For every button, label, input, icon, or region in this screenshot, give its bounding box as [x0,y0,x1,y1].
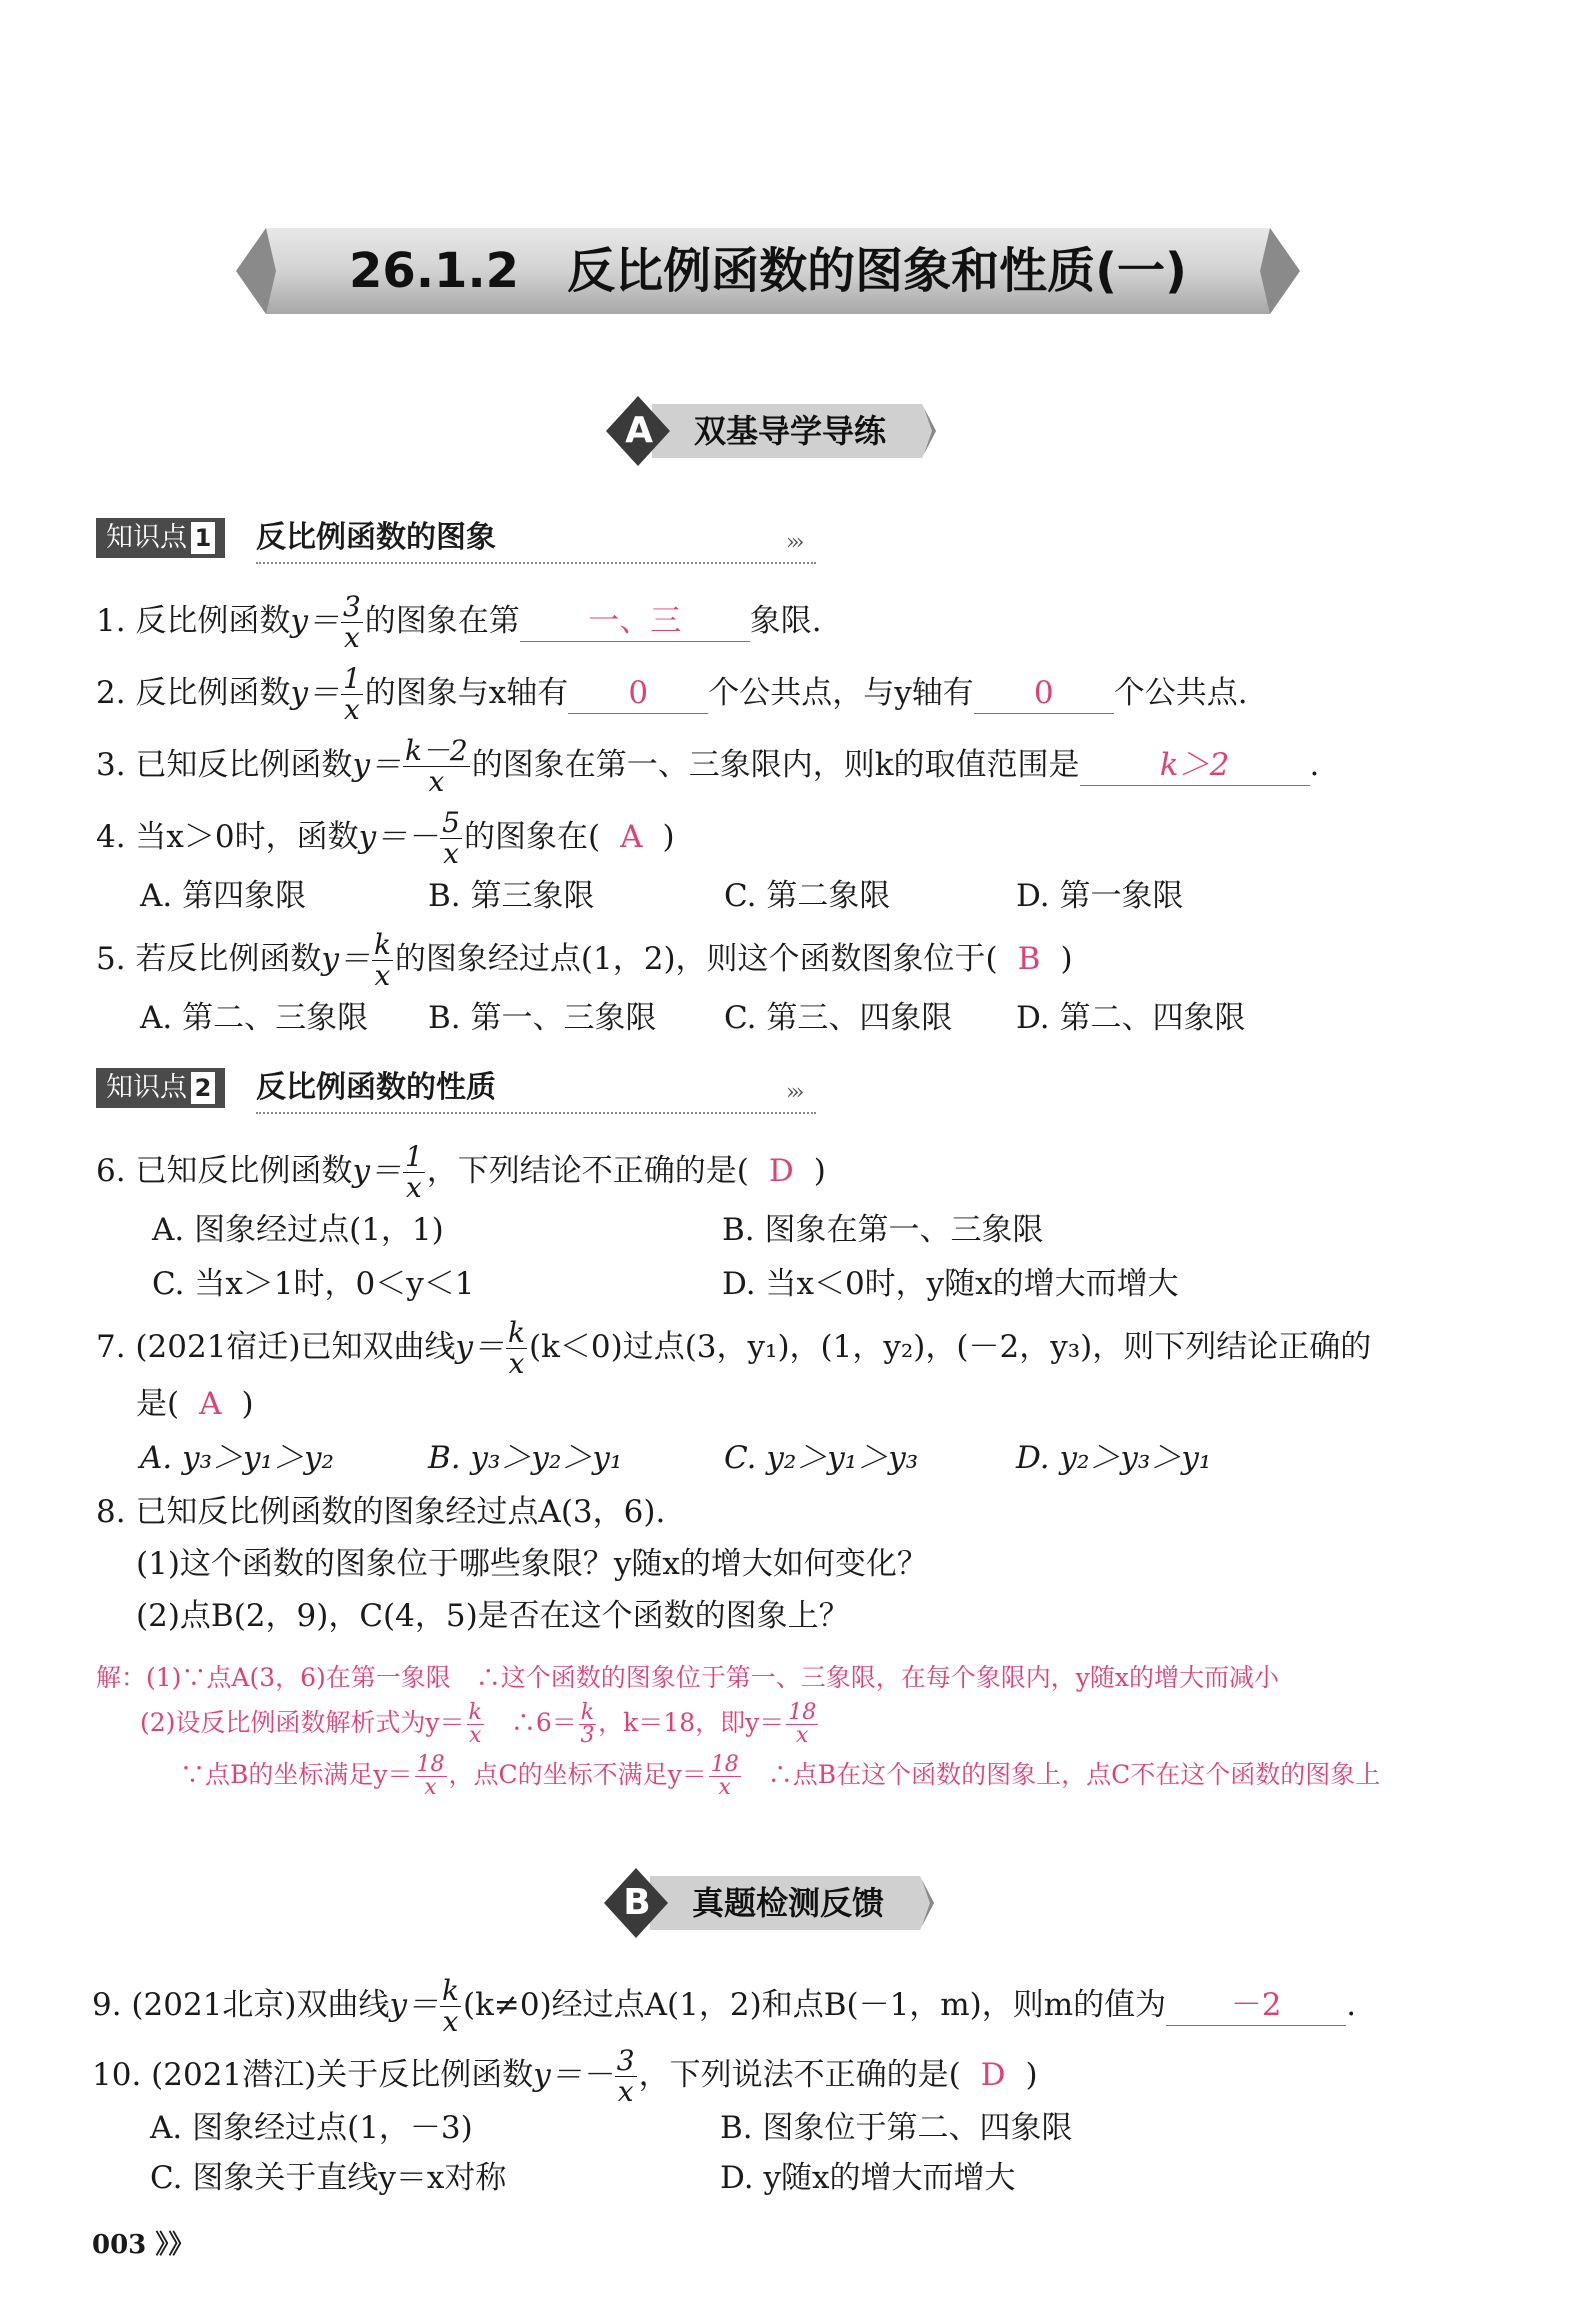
sol3-f2-den: x [718,1775,731,1800]
q10-answer: D [980,2057,1006,2093]
q5-answer: B [1017,941,1041,977]
sol2-frac-1 [467,1702,484,1747]
kp2-tag-text: 知识点 [106,1072,187,1103]
q2-fraction [341,664,363,725]
page-number: 003 》》 [92,2230,195,2260]
q5-prefix: 5. 若反比例函数 [96,941,322,977]
question-8: 8. 已知反比例函数的图象经过点A(3，6). [96,1494,666,1530]
q3-fn: y＝ [352,747,401,783]
q5-frac-num: k [373,928,391,961]
title-banner [236,228,1300,314]
q4-option-c: C. 第二象限 [724,878,891,914]
q10-frac-den: x [617,2075,634,2108]
q2-suffix: 个公共点. [1113,675,1248,711]
question-7 [96,1318,1371,1379]
section-b-letter: B [623,1882,651,1923]
sol2-frac-2 [579,1702,596,1747]
sol2-f1-num: k [468,1700,482,1725]
question-8-sub1: (1)这个函数的图象位于哪些象限？y随x的增大如何变化？ [136,1546,928,1582]
q5-fraction [372,930,393,991]
kp1-tag-text: 知识点 [106,522,187,553]
q9-fn: y＝ [389,1987,439,2023]
q7-option-a: A. y₃＞y₁＞y₂ [140,1440,334,1476]
q4-fraction [440,808,462,869]
q4-option-d: D. 第一象限 [1016,878,1184,914]
sol2-f3-num: 18 [788,1700,817,1725]
kp2-dotted-line [256,1112,816,1114]
kp1-chevrons-icon: ››› [786,530,801,555]
page-title: 26.1.2 反比例函数的图象和性质(一) [349,243,1187,299]
solution-line-1: 解：(1)∵点A(3，6)在第一象限 ∴这个函数的图象位于第一、三象限，在每个象限内，y随x的增大而减小 [96,1663,1280,1692]
question-10 [92,2046,1038,2107]
q4-answer: A [620,819,643,855]
q4-frac-den: x [443,837,459,870]
kp2-title: 反比例函数的性质 [256,1070,496,1105]
kp2-header [96,1064,836,1112]
q4-fn: y＝－ [358,819,439,855]
section-a-badge [602,394,942,468]
q5-option-a: A. 第二、三象限 [140,1000,369,1036]
q1-frac-num: 3 [342,590,361,623]
q1-frac-den: x [343,621,360,654]
q9-frac-num: k [442,1974,459,2007]
q6-frac-den: x [405,1171,422,1204]
question-8-sub2: (2)点B(2，9)，C(4，5)是否在这个函数的图象上？ [136,1598,850,1634]
q6-mid: ，下列结论不正确的是( [426,1153,749,1189]
q3-prefix: 3. 已知反比例函数 [96,747,353,783]
sol2-c: ，k＝18，即y＝ [598,1708,785,1737]
sol2-f2-den: 3 [580,1723,595,1748]
sol2-f3-den: x [796,1723,809,1748]
q3-mid: 的图象在第一、三象限内，则k的取值范围是 [471,747,1080,783]
sol3-c: ∴点B在这个函数的图象上，点C不在这个函数的图象上 [742,1760,1381,1789]
q7-frac-num: k [508,1316,525,1349]
q7-option-b: B. y₃＞y₂＞y₁ [428,1440,623,1476]
q7-mid: (k＜0)过点(3，y₁)，(1，y₂)，(－2，y₃)，则下列结论正确的 [529,1329,1372,1365]
q2-frac-num: 1 [342,662,361,695]
q6-answer: D [768,1153,794,1189]
q9-fraction [440,1976,461,2037]
q4-option-a: A. 第四象限 [140,878,307,914]
kp1-header [96,514,836,562]
q4-mid: 的图象在( [463,819,601,855]
q1-prefix: 1. 反比例函数 [96,603,291,639]
q10-suffix: ) [1025,2057,1038,2093]
q4-prefix: 4. 当x＞0时，函数 [96,819,359,855]
sol3-frac-2 [709,1754,741,1799]
q2-answer-2: 0 [974,673,1114,714]
q10-prefix: 10. (2021潜江)关于反比例函数 [92,2057,534,2093]
kp1-dotted-line [256,562,816,564]
kp1-title: 反比例函数的图象 [256,520,496,555]
q3-fraction [403,736,470,797]
q3-frac-num: k－2 [404,734,468,767]
q7-prefix: 7. (2021宿迁)已知双曲线 [96,1329,456,1365]
q7-frac-den: x [508,1347,525,1380]
q6-option-a: A. 图象经过点(1，1) [152,1212,444,1248]
q7-line2: 是( [136,1386,180,1422]
sol3-b: ，点C的坐标不满足y＝ [448,1760,707,1789]
q7-option-c: C. y₂＞y₁＞y₃ [724,1440,919,1476]
q5-option-c: C. 第三、四象限 [724,1000,953,1036]
q3-frac-den: x [428,765,445,798]
q7-suffix: ) [241,1386,254,1422]
q9-frac-den: x [442,2005,459,2038]
q3-suffix: . [1309,747,1320,783]
q9-prefix: 9. (2021北京)双曲线 [92,1987,390,2023]
question-4 [96,808,675,869]
q6-frac-num: 1 [404,1140,423,1173]
q7-answer: A [199,1386,222,1422]
question-1 [96,592,822,653]
q10-mid: ，下列说法不正确的是( [638,2057,961,2093]
sol3-f1-num: 18 [416,1752,445,1777]
sol2-frac-3 [786,1702,818,1747]
question-9 [92,1976,1356,2037]
q6-suffix: ) [813,1153,826,1189]
q6-fraction [403,1142,425,1203]
sol2-b: ∴6＝ [485,1708,577,1737]
solution-line-3 [180,1754,1380,1799]
kp1-tag [96,518,225,558]
q5-option-b: B. 第一、三象限 [428,1000,657,1036]
section-a-label: 双基导学导练 [694,412,887,450]
q7-fraction [506,1318,527,1379]
q9-suffix: . [1346,1987,1357,2023]
kp2-num: 2 [191,1072,215,1104]
question-3 [96,736,1319,797]
q2-answer-1: 0 [568,673,708,714]
q1-mid: 的图象在第 [364,603,520,639]
q2-prefix: 2. 反比例函数 [96,675,291,711]
q4-frac-num: 5 [442,806,460,839]
sol2-f1-den: x [469,1723,482,1748]
sol3-frac-1 [415,1754,447,1799]
solution-line-2 [140,1702,820,1747]
q10-fn: y＝－ [533,2057,613,2093]
q5-option-d: D. 第二、四象限 [1016,1000,1246,1036]
section-b-badge [600,1866,940,1940]
q6-option-b: B. 图象在第一、三象限 [722,1212,1044,1248]
sol2-f2-num: k [580,1700,595,1725]
q1-suffix: 象限. [749,603,822,639]
q1-fraction [341,592,363,653]
section-a-letter: A [625,410,653,451]
kp1-num: 1 [191,522,215,554]
q2-mid2: 个公共点，与y轴有 [708,675,974,711]
q2-mid: 的图象与x轴有 [364,675,569,711]
q1-fn: y＝ [290,603,339,639]
sol3-f1-den: x [424,1775,437,1800]
q6-option-d: D. 当x＜0时，y随x的增大而增大 [722,1266,1179,1302]
q2-frac-den: x [343,693,360,726]
sol3-f2-num: 18 [710,1752,739,1777]
q10-option-c: C. 图象关于直线y＝x对称 [150,2160,507,2196]
q1-answer: 一、三 [520,601,750,642]
q3-answer: k＞2 [1080,745,1310,786]
q10-option-b: B. 图象位于第二、四象限 [720,2110,1073,2146]
question-2 [96,664,1248,725]
q5-mid: 的图象经过点(1，2)，则这个函数图象位于( [394,941,998,977]
q6-prefix: 6. 已知反比例函数 [96,1153,353,1189]
q6-option-c: C. 当x＞1时，0＜y＜1 [152,1266,475,1302]
question-7-line2 [136,1382,254,1426]
q7-option-d: D. y₂＞y₃＞y₁ [1016,1440,1212,1476]
q2-fn: y＝ [290,675,339,711]
sol3-a: ∵点B的坐标满足y＝ [180,1760,413,1789]
question-5 [96,930,1073,991]
q5-fn: y＝ [321,941,370,977]
q10-frac-num: 3 [616,2044,635,2077]
q4-option-b: B. 第三象限 [428,878,595,914]
question-6 [96,1142,826,1203]
q10-fraction [615,2046,637,2107]
kp2-tag [96,1068,225,1108]
q5-suffix: ) [1060,941,1073,977]
sol2-a: (2)设反比例函数解析式为y＝ [140,1708,465,1737]
q10-option-d: D. y随x的增大而增大 [720,2160,1016,2196]
q9-mid: (k≠0)经过点A(1，2)和点B(－1，m)，则m的值为 [463,1987,1167,2023]
q4-suffix: ) [662,819,675,855]
kp2-chevrons-icon: ››› [786,1080,801,1105]
q6-fn: y＝ [352,1153,401,1189]
q5-frac-den: x [374,959,391,992]
q7-fn: y＝ [455,1329,505,1365]
q9-answer: －2 [1166,1985,1346,2026]
section-b-label: 真题检测反馈 [692,1884,885,1922]
q10-option-a: A. 图象经过点(1，－3) [150,2110,473,2146]
